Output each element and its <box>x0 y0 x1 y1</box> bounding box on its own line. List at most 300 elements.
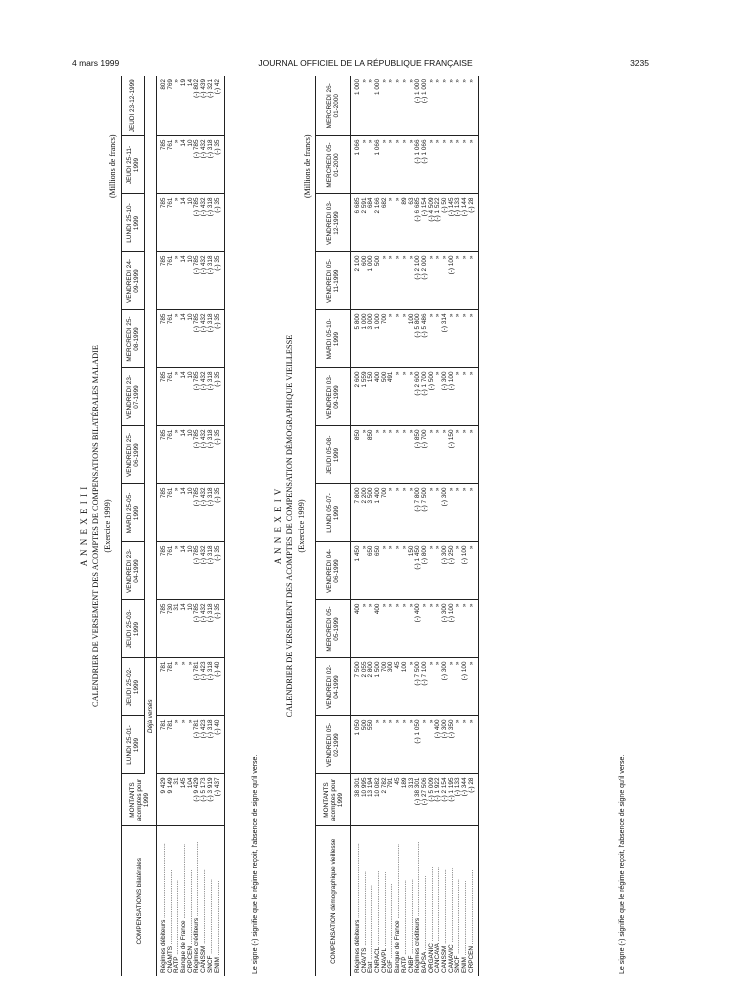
t4-cell-value: (-) 7 500 <box>414 661 422 686</box>
t3-cell-value: » <box>173 545 181 550</box>
t3-cell-value: 10 <box>186 487 194 495</box>
t4-row-label: Etat .......................................... <box>367 885 375 973</box>
t3-row-label: CANSSM .......................................... <box>200 869 208 973</box>
t3-header-label: COMPENSATIONS bilatérales <box>122 826 157 976</box>
t3-cell-value: (-) 432 <box>200 139 208 159</box>
t4-cell-value: » <box>420 603 428 608</box>
t4-cell-value: 682 <box>380 197 388 209</box>
t3-cell-value: (-) 318 <box>206 197 214 217</box>
t3-cell-value: 761 <box>166 313 174 325</box>
t4-label-column <box>351 826 479 976</box>
t3-cell-value: (-) 423 <box>200 661 208 681</box>
t4-cell-value: » <box>440 429 448 434</box>
t4-row-label: CRPCEN .......................................... <box>467 869 475 973</box>
t3-cell-value: 31 <box>173 603 181 611</box>
t4-cell-value: 2 166 <box>374 197 382 214</box>
t4-row-label: SNCF .......................................... <box>454 879 462 973</box>
t4-cell-value: » <box>387 313 395 318</box>
t4-cell-value: » <box>461 487 468 492</box>
t4-cell-value: (-) 100 <box>461 545 468 565</box>
t4-cell-value: (-) 2 100 <box>414 255 422 280</box>
t3-column-header: JEUDI 23-12-1999 <box>122 76 145 136</box>
t4-cell-value: (-) 700 <box>420 429 428 449</box>
t4-cell-value: » <box>454 371 462 376</box>
t4-row-label: BAPSA .......................................... <box>420 875 428 973</box>
t4-row-label: CANSSM .......................................... <box>440 869 448 973</box>
t4-cell-value: 491 <box>387 371 395 383</box>
t3-cell-value: 14 <box>180 545 188 553</box>
t3-cell-value: » <box>173 371 181 376</box>
t4-cell-value: (-) 7 800 <box>414 487 422 512</box>
t4-cell-value: 684 <box>367 197 375 209</box>
t4-row-amount: 791 <box>387 777 395 789</box>
t4-cell-value: 2 100 <box>354 255 361 272</box>
t3-deja-verses-label: Déjà versés <box>144 658 156 774</box>
t4-value-column <box>351 76 479 136</box>
t4-cell-value: (-) 144 <box>461 197 468 217</box>
t4-cell-value: » <box>400 429 408 434</box>
t4-cell-value: 500 <box>360 719 368 731</box>
header-journal-title: JOURNAL OFFICIEL DE LA RÉPUBLIQUE FRANÇAISE <box>258 58 473 68</box>
t3-value-column <box>157 426 225 484</box>
t3-cell-value: (-) 35 <box>213 429 221 445</box>
annex4-units: (Millions de francs) <box>303 134 312 198</box>
t3-value-column <box>157 310 225 368</box>
t4-cell-value: » <box>427 545 435 550</box>
t4-cell-value: » <box>461 719 468 724</box>
t4-cell-value: 89 <box>400 197 408 205</box>
t4-cell-value: (-) 500 <box>427 371 435 391</box>
t4-cell-value: » <box>387 545 395 550</box>
t4-cell-value: » <box>440 255 448 260</box>
t3-cell-value: (-) 35 <box>213 487 221 503</box>
t4-row-label: ORGANIC .......................................... <box>427 866 435 973</box>
t4-cell-value: (-) 1 450 <box>414 545 422 570</box>
t3-cell-value: (-) 785 <box>193 139 201 159</box>
t4-cell-value: » <box>400 545 408 550</box>
t3-cell-value: » <box>173 487 181 492</box>
t3-value-column <box>157 76 225 136</box>
t4-cell-value: (-) 7 100 <box>420 661 428 686</box>
t4-cell-value: (-) 100 <box>447 255 455 275</box>
t3-cell-value: » <box>180 719 188 724</box>
t3-row-amount: (-) 437 <box>213 777 221 797</box>
t3-cell-value: 785 <box>160 487 167 499</box>
t4-cell-value: 1 000 <box>367 255 375 272</box>
t3-cell-value: » <box>186 719 194 724</box>
t4-cell-value: (-) 50 <box>440 197 448 213</box>
t4-column-header: MERCREDI 26-01-2000 <box>316 76 351 136</box>
t4-row-label: Régimes débiteurs .......................................... <box>354 843 361 973</box>
t3-cell-value: (-) 318 <box>206 545 214 565</box>
t3-row-amount: 31 <box>173 777 181 785</box>
t4-cell-value: » <box>434 545 442 550</box>
t3-cell-value: 10 <box>186 603 194 611</box>
t4-cell-value: 1 066 <box>354 139 361 156</box>
t4-cell-value: (-) 145 <box>447 197 455 217</box>
t4-cell-value: » <box>461 603 468 608</box>
t4-cell-value: 1 050 <box>354 719 361 736</box>
t3-value-column <box>157 542 225 600</box>
t3-cell-value: (-) 432 <box>200 371 208 391</box>
t3-label-column <box>157 826 225 976</box>
t4-cell-value: » <box>434 487 442 492</box>
t4-cell-value: » <box>367 79 375 83</box>
t3-column-header: MARDI 25-05-1999 <box>122 484 145 542</box>
t3-cell-value: 14 <box>180 487 188 495</box>
t4-cell-value: » <box>407 429 415 434</box>
t4-column-header: MARDI 05-10-1999 <box>316 310 351 368</box>
t4-cell-value: 500 <box>380 371 388 383</box>
t4-cell-value: (-) 314 <box>440 313 448 333</box>
t4-cell-value: » <box>447 79 455 83</box>
t4-row-label: CNRACL .......................................... <box>374 870 382 973</box>
t4-cell-value: 7 500 <box>354 661 361 678</box>
t3-cell-value: 785 <box>160 197 167 209</box>
t4-cell-value: » <box>394 255 402 260</box>
t4-cell-value: (-) 6 685 <box>414 197 422 222</box>
t4-cell-value: » <box>380 79 388 83</box>
t4-cell-value: » <box>467 429 475 434</box>
t4-cell-value: (-) 5 800 <box>414 313 422 338</box>
t3-cell-value: 14 <box>180 603 188 611</box>
t4-row-label: CNBF .......................................... <box>407 879 415 973</box>
t4-cell-value: » <box>461 313 468 318</box>
t3-cell-value: (-) 432 <box>200 603 208 623</box>
t3-cell-value: 761 <box>166 197 174 209</box>
t4-cell-value: » <box>380 719 388 724</box>
t4-cell-value: 400 <box>374 371 382 383</box>
annex3-year: (Exercice 1999) <box>103 499 112 553</box>
t4-cell-value: » <box>394 79 402 83</box>
t3-cell-value: (-) 781 <box>193 719 201 739</box>
t3-cell-value: (-) 318 <box>206 255 214 275</box>
t4-cell-value: » <box>467 661 475 666</box>
t3-row-amount: (-) 5 173 <box>200 777 208 802</box>
t4-cell-value: 700 <box>380 313 388 325</box>
t4-cell-value: » <box>360 139 368 144</box>
t4-cell-value: » <box>440 139 448 144</box>
t3-row-amount: 104 <box>186 777 194 789</box>
t4-row-label: EGF .......................................... <box>387 883 395 973</box>
t3-cell-value: » <box>173 79 181 83</box>
t4-cell-value: » <box>400 79 408 83</box>
t3-cell-value: (-) 432 <box>200 197 208 217</box>
t4-row-label: Régimes créditeurs .......................................... <box>414 841 422 973</box>
t4-cell-value: » <box>400 371 408 376</box>
t4-cell-value: 6 685 <box>354 197 361 214</box>
t4-cell-value: » <box>394 603 402 608</box>
t4-cell-value: » <box>467 79 475 83</box>
t4-cell-value: » <box>380 139 388 144</box>
t3-row-label: CRPCEN .......................................... <box>186 869 194 973</box>
t3-cell-value: (-) 40 <box>213 719 221 735</box>
header-page-number: 3235 <box>630 58 649 68</box>
t4-cell-value: 1 000 <box>374 79 382 95</box>
t4-cell-value: » <box>387 139 395 144</box>
t4-cell-value: » <box>427 719 435 724</box>
t3-cell-value: 14 <box>180 197 188 205</box>
t4-cell-value: » <box>434 313 442 318</box>
t4-cell-value: » <box>454 487 462 492</box>
t3-row-label: RATP .......................................... <box>173 880 181 973</box>
annex4-title: CALENDRIER DE VERSEMENT DES ACOMPTES DE COMPENSATION DÉMOGRAPHIQUE VIEILLESSE <box>285 334 294 718</box>
t3-cell-value: (-) 432 <box>200 487 208 507</box>
t3-cell-value: (-) 785 <box>193 603 201 623</box>
t4-cell-value: » <box>434 255 442 260</box>
t3-cell-value: (-) 785 <box>193 313 201 333</box>
t4-value-column <box>351 426 479 484</box>
t4-cell-value: » <box>454 603 462 608</box>
t4-cell-value: » <box>427 603 435 608</box>
t4-row-amount: 13 194 <box>367 777 375 798</box>
t4-cell-value: (-) 7 500 <box>420 487 428 512</box>
t4-row-amount: (-) 344 <box>461 777 468 797</box>
t4-cell-value: (-) 133 <box>454 197 462 217</box>
t3-cell-value: 761 <box>166 487 174 499</box>
t3-cell-value: (-) 785 <box>193 487 201 507</box>
t4-cell-value: » <box>374 429 382 434</box>
t3-cell-value: (-) 432 <box>200 255 208 275</box>
t3-header-amount: MONTANTS acomptes pour 1999 <box>122 774 157 826</box>
t3-cell-value: 14 <box>180 429 188 437</box>
t3-cell-value: (-) 35 <box>213 545 221 561</box>
t4-body-row <box>351 76 479 976</box>
t3-cell-value: (-) 35 <box>213 139 221 155</box>
t3-row-label: Régimes créditeurs .......................................... <box>193 841 201 973</box>
t3-cell-value: 785 <box>160 139 167 151</box>
t3-row-label: SNCF .......................................... <box>206 879 214 973</box>
t4-cell-value: » <box>467 139 475 144</box>
t4-cell-value: » <box>380 255 388 260</box>
t4-cell-value: » <box>387 603 395 608</box>
t3-cell-value: 10 <box>186 429 194 437</box>
t4-column-header: LUNDI 05-07-1999 <box>316 484 351 542</box>
annex4-heading: A N N E X E I V <box>273 487 283 565</box>
t3-cell-value: (-) 802 <box>193 79 201 98</box>
t3-cell-value: 14 <box>180 139 188 147</box>
t4-cell-value: (-) 1 066 <box>414 139 422 164</box>
t3-cell-value: (-) 318 <box>206 371 214 391</box>
t3-cell-value: » <box>173 313 181 318</box>
t3-cell-value: 761 <box>166 429 174 441</box>
t4-cell-value: » <box>360 79 368 83</box>
t4-row-label: CNAVTS .......................................... <box>360 871 368 973</box>
t3-cell-value: (-) 318 <box>206 429 214 449</box>
t4-cell-value: » <box>467 603 475 608</box>
t3-column-header: JEUDI 25-03-1999 <box>122 600 145 658</box>
t4-cell-value: » <box>434 139 442 144</box>
t4-cell-value: » <box>407 255 415 260</box>
t4-cell-value: » <box>387 197 395 202</box>
t4-column-header: VENDREDI 03-09-1999 <box>316 368 351 426</box>
t4-cell-value: (-) 150 <box>447 429 455 449</box>
t4-row-label: RATP .......................................... <box>400 880 408 973</box>
t4-cell-value: 2 600 <box>354 371 361 388</box>
t3-cell-value: » <box>173 719 181 724</box>
t4-cell-value: » <box>427 487 435 492</box>
t4-cell-value: 500 <box>374 255 382 267</box>
t4-row-amount: (-) 28 <box>467 777 475 793</box>
t4-cell-value: » <box>387 487 395 492</box>
t3-cell-value: (-) 35 <box>213 197 221 213</box>
t4-row-amount: 313 <box>407 777 415 789</box>
t4-cell-value: 700 <box>380 661 388 673</box>
t4-cell-value: (-) 100 <box>461 661 468 681</box>
t4-cell-value: » <box>387 79 395 83</box>
t4-row-amount: 2 782 <box>380 777 388 794</box>
t4-cell-value: » <box>467 255 475 260</box>
t4-cell-value: » <box>454 255 462 260</box>
t3-cell-value: 769 <box>166 79 174 90</box>
t3-cell-value: (-) 423 <box>200 719 208 739</box>
t3-cell-value: 10 <box>186 313 194 321</box>
t4-cell-value: 850 <box>354 429 361 441</box>
t4-cell-value: 400 <box>374 603 382 615</box>
t4-row-amount: 189 <box>400 777 408 789</box>
t4-cell-value: » <box>400 487 408 492</box>
t4-cell-value: (-) 100 <box>447 371 455 391</box>
t4-cell-value: 650 <box>374 545 382 557</box>
t3-cell-value: (-) 439 <box>200 79 208 98</box>
t4-row-amount: 45 <box>394 777 402 785</box>
t4-value-column <box>351 252 479 310</box>
t3-cell-value: 14 <box>180 255 188 263</box>
t3-value-column <box>157 484 225 542</box>
t4-cell-value: (-) 1 700 <box>420 371 428 396</box>
t3-cell-value: 781 <box>166 661 174 673</box>
t4-row-amount: (-) 1 922 <box>434 777 442 802</box>
t4-row-amount: (-) 5 009 <box>427 777 435 802</box>
t4-cell-value: » <box>420 719 428 724</box>
t3-cell-value: » <box>173 661 181 666</box>
t4-cell-value: » <box>427 79 435 83</box>
t4-row-label: CAMAVIC .......................................... <box>447 868 455 973</box>
t3-cell-value: 761 <box>166 371 174 383</box>
t3-column-header: MERCREDI 25-08-1999 <box>122 310 145 368</box>
t4-cell-value: » <box>447 139 455 144</box>
t3-row-label: CNAMTS .......................................... <box>166 869 174 973</box>
t3-cell-value: (-) 318 <box>206 313 214 333</box>
t4-cell-value: » <box>374 719 382 724</box>
t4-column-header: VENDREDI 04-06-1999 <box>316 542 351 600</box>
t3-row-label: Régimes débiteurs .......................................... <box>160 843 167 973</box>
t4-cell-value: (-) 154 <box>420 197 428 217</box>
t4-cell-value: 2 055 <box>360 661 368 678</box>
t3-value-column <box>157 658 225 716</box>
t3-column-header: LUNDI 25-10-1999 <box>122 194 145 252</box>
t4-header-amount: MONTANTS acomptes pour 1999 <box>316 774 351 826</box>
t4-cell-value: 1 066 <box>374 139 382 156</box>
t4-cell-value: (-) 5 486 <box>420 313 428 338</box>
t4-value-column <box>351 194 479 252</box>
t4-cell-value: » <box>394 719 402 724</box>
t4-cell-value: (-) 1 000 <box>414 79 422 104</box>
t4-value-column <box>351 484 479 542</box>
t4-cell-value: » <box>394 197 402 202</box>
t3-column-header: JEUDI 25-02-1999 <box>122 658 145 716</box>
t3-cell-value: 761 <box>166 545 174 557</box>
t4-cell-value: » <box>394 371 402 376</box>
annex3-title: CALENDRIER DE VERSEMENT DES ACOMPTES DE COMPENSATIONS BILATÉRALES MALADIE <box>91 345 100 708</box>
t4-cell-value: » <box>434 661 442 666</box>
t4-cell-value: (-) 1 066 <box>420 139 428 164</box>
t4-cell-value: » <box>394 139 402 144</box>
t4-cell-value: » <box>387 719 395 724</box>
t4-value-column <box>351 368 479 426</box>
t4-row-amount: (-) 1 195 <box>447 777 455 802</box>
t3-cell-value: 730 <box>166 603 174 615</box>
t3-cell-value: 14 <box>186 79 194 87</box>
t3-cell-value: 785 <box>160 313 167 325</box>
annex3-heading: A N N E X E I I I <box>79 485 89 567</box>
t4-cell-value: » <box>400 139 408 144</box>
t4-cell-value: 550 <box>367 719 375 731</box>
t4-cell-value: » <box>407 661 415 666</box>
t4-cell-value: » <box>407 79 415 83</box>
t4-cell-value: (-) 300 <box>440 487 448 507</box>
t3-cell-value: (-) 785 <box>193 429 201 449</box>
t4-cell-value: » <box>394 429 402 434</box>
t4-value-column <box>351 310 479 368</box>
t4-cell-value: » <box>447 487 455 492</box>
t3-cell-value: 785 <box>160 429 167 441</box>
t4-cell-value: » <box>394 487 402 492</box>
t4-cell-value: (-) 300 <box>440 661 448 681</box>
t3-column-header: VENDREDI 25-06-1999 <box>122 426 145 484</box>
t4-cell-value: » <box>467 719 475 724</box>
t4-cell-value: » <box>434 429 442 434</box>
t4-cell-value: » <box>440 79 448 83</box>
t4-cell-value: » <box>461 429 468 434</box>
t3-cell-value: (-) 35 <box>213 371 221 387</box>
t3-cell-value: 19 <box>180 79 188 87</box>
t4-cell-value: » <box>434 371 442 376</box>
t4-cell-value: » <box>380 429 388 434</box>
t4-cell-value: (-) 1 000 <box>420 79 428 104</box>
t3-cell-value: 802 <box>160 79 167 90</box>
t4-cell-value: 7 800 <box>354 487 361 504</box>
t4-cell-value: 1 000 <box>360 313 368 330</box>
t4-value-column <box>351 658 479 716</box>
t4-header-label: COMPENSATION démographique vieillesse <box>316 826 351 976</box>
t4-value-column <box>351 542 479 600</box>
t4-cell-value: 2 591 <box>360 197 368 214</box>
t4-cell-value: (-) 300 <box>440 603 448 623</box>
t4-cell-value: (-) 100 <box>447 603 455 623</box>
t3-cell-value: (-) 321 <box>206 79 214 98</box>
t4-row-label: CNAVPL .......................................... <box>380 871 388 973</box>
t4-cell-value: » <box>407 139 415 144</box>
t3-cell-value: (-) 35 <box>213 255 221 271</box>
t3-cell-value: » <box>173 255 181 260</box>
t3-cell-value: 785 <box>160 371 167 383</box>
t3-cell-value: (-) 318 <box>206 719 214 739</box>
t3-cell-value: (-) 432 <box>200 429 208 449</box>
t3-column-header: JEUDI 25-11-1999 <box>122 136 145 194</box>
header-date: 4 mars 1999 <box>72 58 120 68</box>
t3-row-label: ENIM .......................................... <box>213 880 221 973</box>
t3-cell-value: (-) 318 <box>206 487 214 507</box>
t3-amount-column <box>157 774 225 826</box>
t4-cell-value: » <box>387 429 395 434</box>
t4-cell-value: 5 800 <box>354 313 361 330</box>
t3-cell-value: (-) 42 <box>213 79 221 95</box>
annex3-units: (Millions de francs) <box>108 134 117 198</box>
t4-cell-value: » <box>394 313 402 318</box>
t4-cell-value: » <box>427 429 435 434</box>
t4-cell-value: » <box>360 429 368 434</box>
